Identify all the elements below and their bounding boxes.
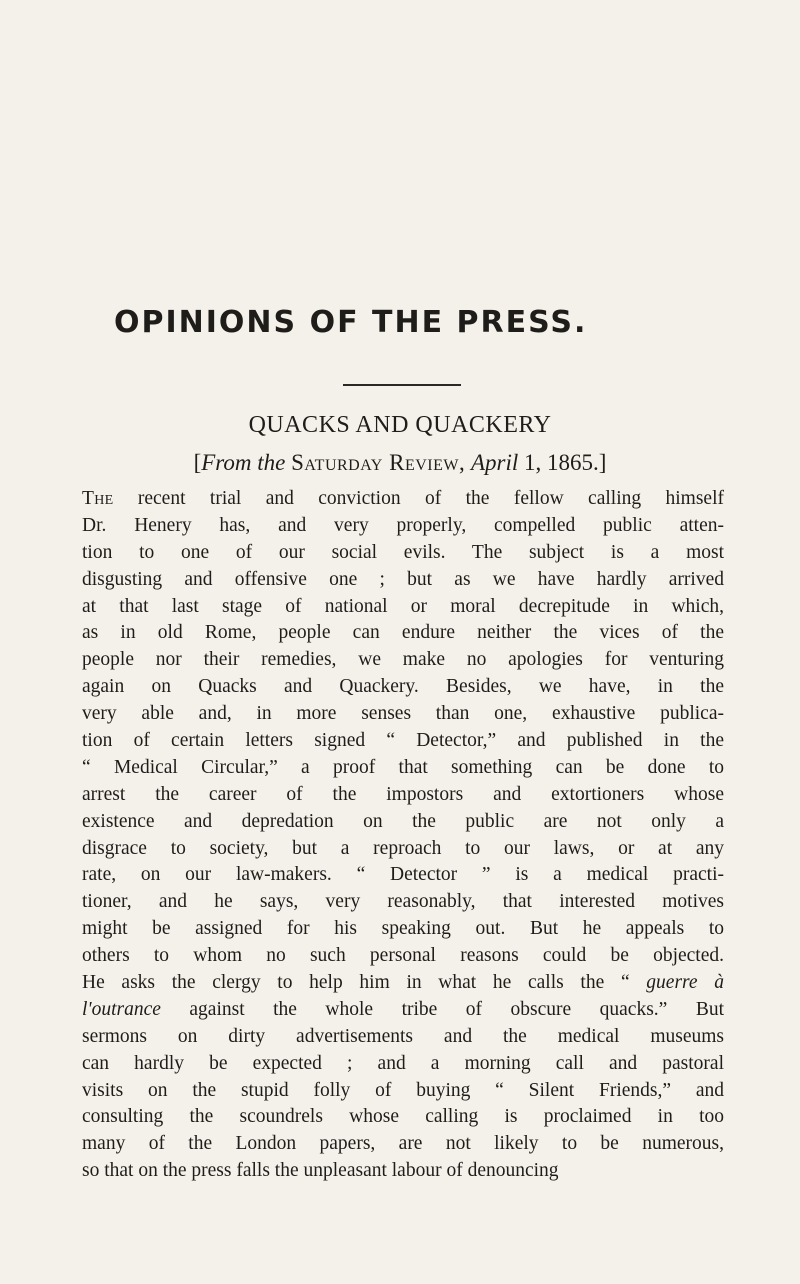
body-line [82,1104,724,1131]
body-line [82,594,724,621]
body-line-text: tioner, and he says, very reasonably, that interested motives [82,891,724,913]
body-line-text: He asks the clergy to help him in what he calls the “ [82,972,647,994]
body-line-text: so that on the press falls the unpleasant labour of denouncing [82,1160,559,1182]
body-line-text: people nor their remedies, we make no apologies for venturing [82,649,724,671]
body-line-text: Dr. Henery has, and very properly, compelled public atten- [82,514,724,536]
body-line-text: rate, on our law-makers. “ Detector ” is a medical practi- [82,864,724,886]
body-line-italic: guerre à [646,972,724,994]
body-line-text: existence and depredation on the public are not only a [82,810,724,832]
body-line [82,862,724,889]
body-line-text: as in old Rome, people can endure neither the vices of the [82,622,724,644]
body-line [82,1131,724,1158]
body-line [82,647,724,674]
body-line-text: against the whole tribe of obscure quacks.” But [160,998,724,1020]
body-line-text: sermons on dirty advertisements and the medical museums [82,1025,724,1047]
body-line [82,540,724,567]
source-month: April [470,450,519,475]
body-line-lead: The [82,488,114,509]
body-line [82,674,724,701]
body-line-text: “ Medical Circular,” a proof that something can be done to [82,756,724,778]
body-line-text: recent trial and conviction of the fellow calling himself [113,488,724,509]
body-line [82,486,724,513]
body-line [82,1078,724,1105]
body-line-text: many of the London papers, are not likely to be numerous, [82,1133,724,1155]
source-publication: Saturday Review, [291,450,466,475]
source-year: 1865.] [547,450,607,475]
source-from: From the [201,450,286,475]
body-line-text: others to whom no such personal reasons could be objected. [82,945,724,967]
body-line-text: might be assigned for his speaking out. But he appeals to [82,918,724,940]
body-line [82,513,724,540]
body-line-text: tion of certain letters signed “ Detector,” and published in the [82,730,724,752]
body-line-text: again on Quacks and Quackery. Besides, we have, in the [82,676,724,698]
body-line [82,836,724,863]
article-title: QUACKS AND QUACKERY [248,412,552,438]
body-line [82,782,724,809]
article-body [82,486,724,1185]
body-line [82,889,724,916]
divider-rule [343,384,461,386]
body-line [82,567,724,594]
body-line [82,1158,724,1185]
body-line [82,1024,724,1051]
article-source [0,449,800,477]
body-line [82,1051,724,1078]
body-line-text: tion to one of our social evils. The subject is a most [82,541,724,563]
body-line [82,943,724,970]
source-open-bracket: [ [193,450,202,475]
body-line-text: consulting the scoundrels whose calling is proclaimed in too [82,1106,724,1128]
body-line [82,755,724,782]
body-line [82,997,724,1024]
body-line-text: disgrace to society, but a reproach to our laws, or at any [82,837,724,859]
body-line [82,728,724,755]
body-line-text: visits on the stupid folly of buying “ Silent Friends,” and [82,1079,724,1101]
body-line [82,970,724,997]
body-line-text: arrest the career of the impostors and extortioners whose [82,783,724,805]
body-line [82,620,724,647]
body-line-text: can hardly be expected ; and a morning call and pastoral [82,1052,724,1074]
body-line-text: at that last stage of national or moral decrepitude in which, [82,595,724,617]
body-line [82,701,724,728]
body-line-text: very able and, in more senses than one, exhaustive publica- [82,703,724,725]
source-day: 1, [524,450,542,475]
section-heading: OPINIONS OF THE PRESS. [114,305,588,340]
body-line [82,916,724,943]
body-line-text: disgusting and offensive one ; but as we have hardly arrived [82,568,724,590]
body-line-italic: l'outrance [82,998,161,1020]
body-line [82,809,724,836]
